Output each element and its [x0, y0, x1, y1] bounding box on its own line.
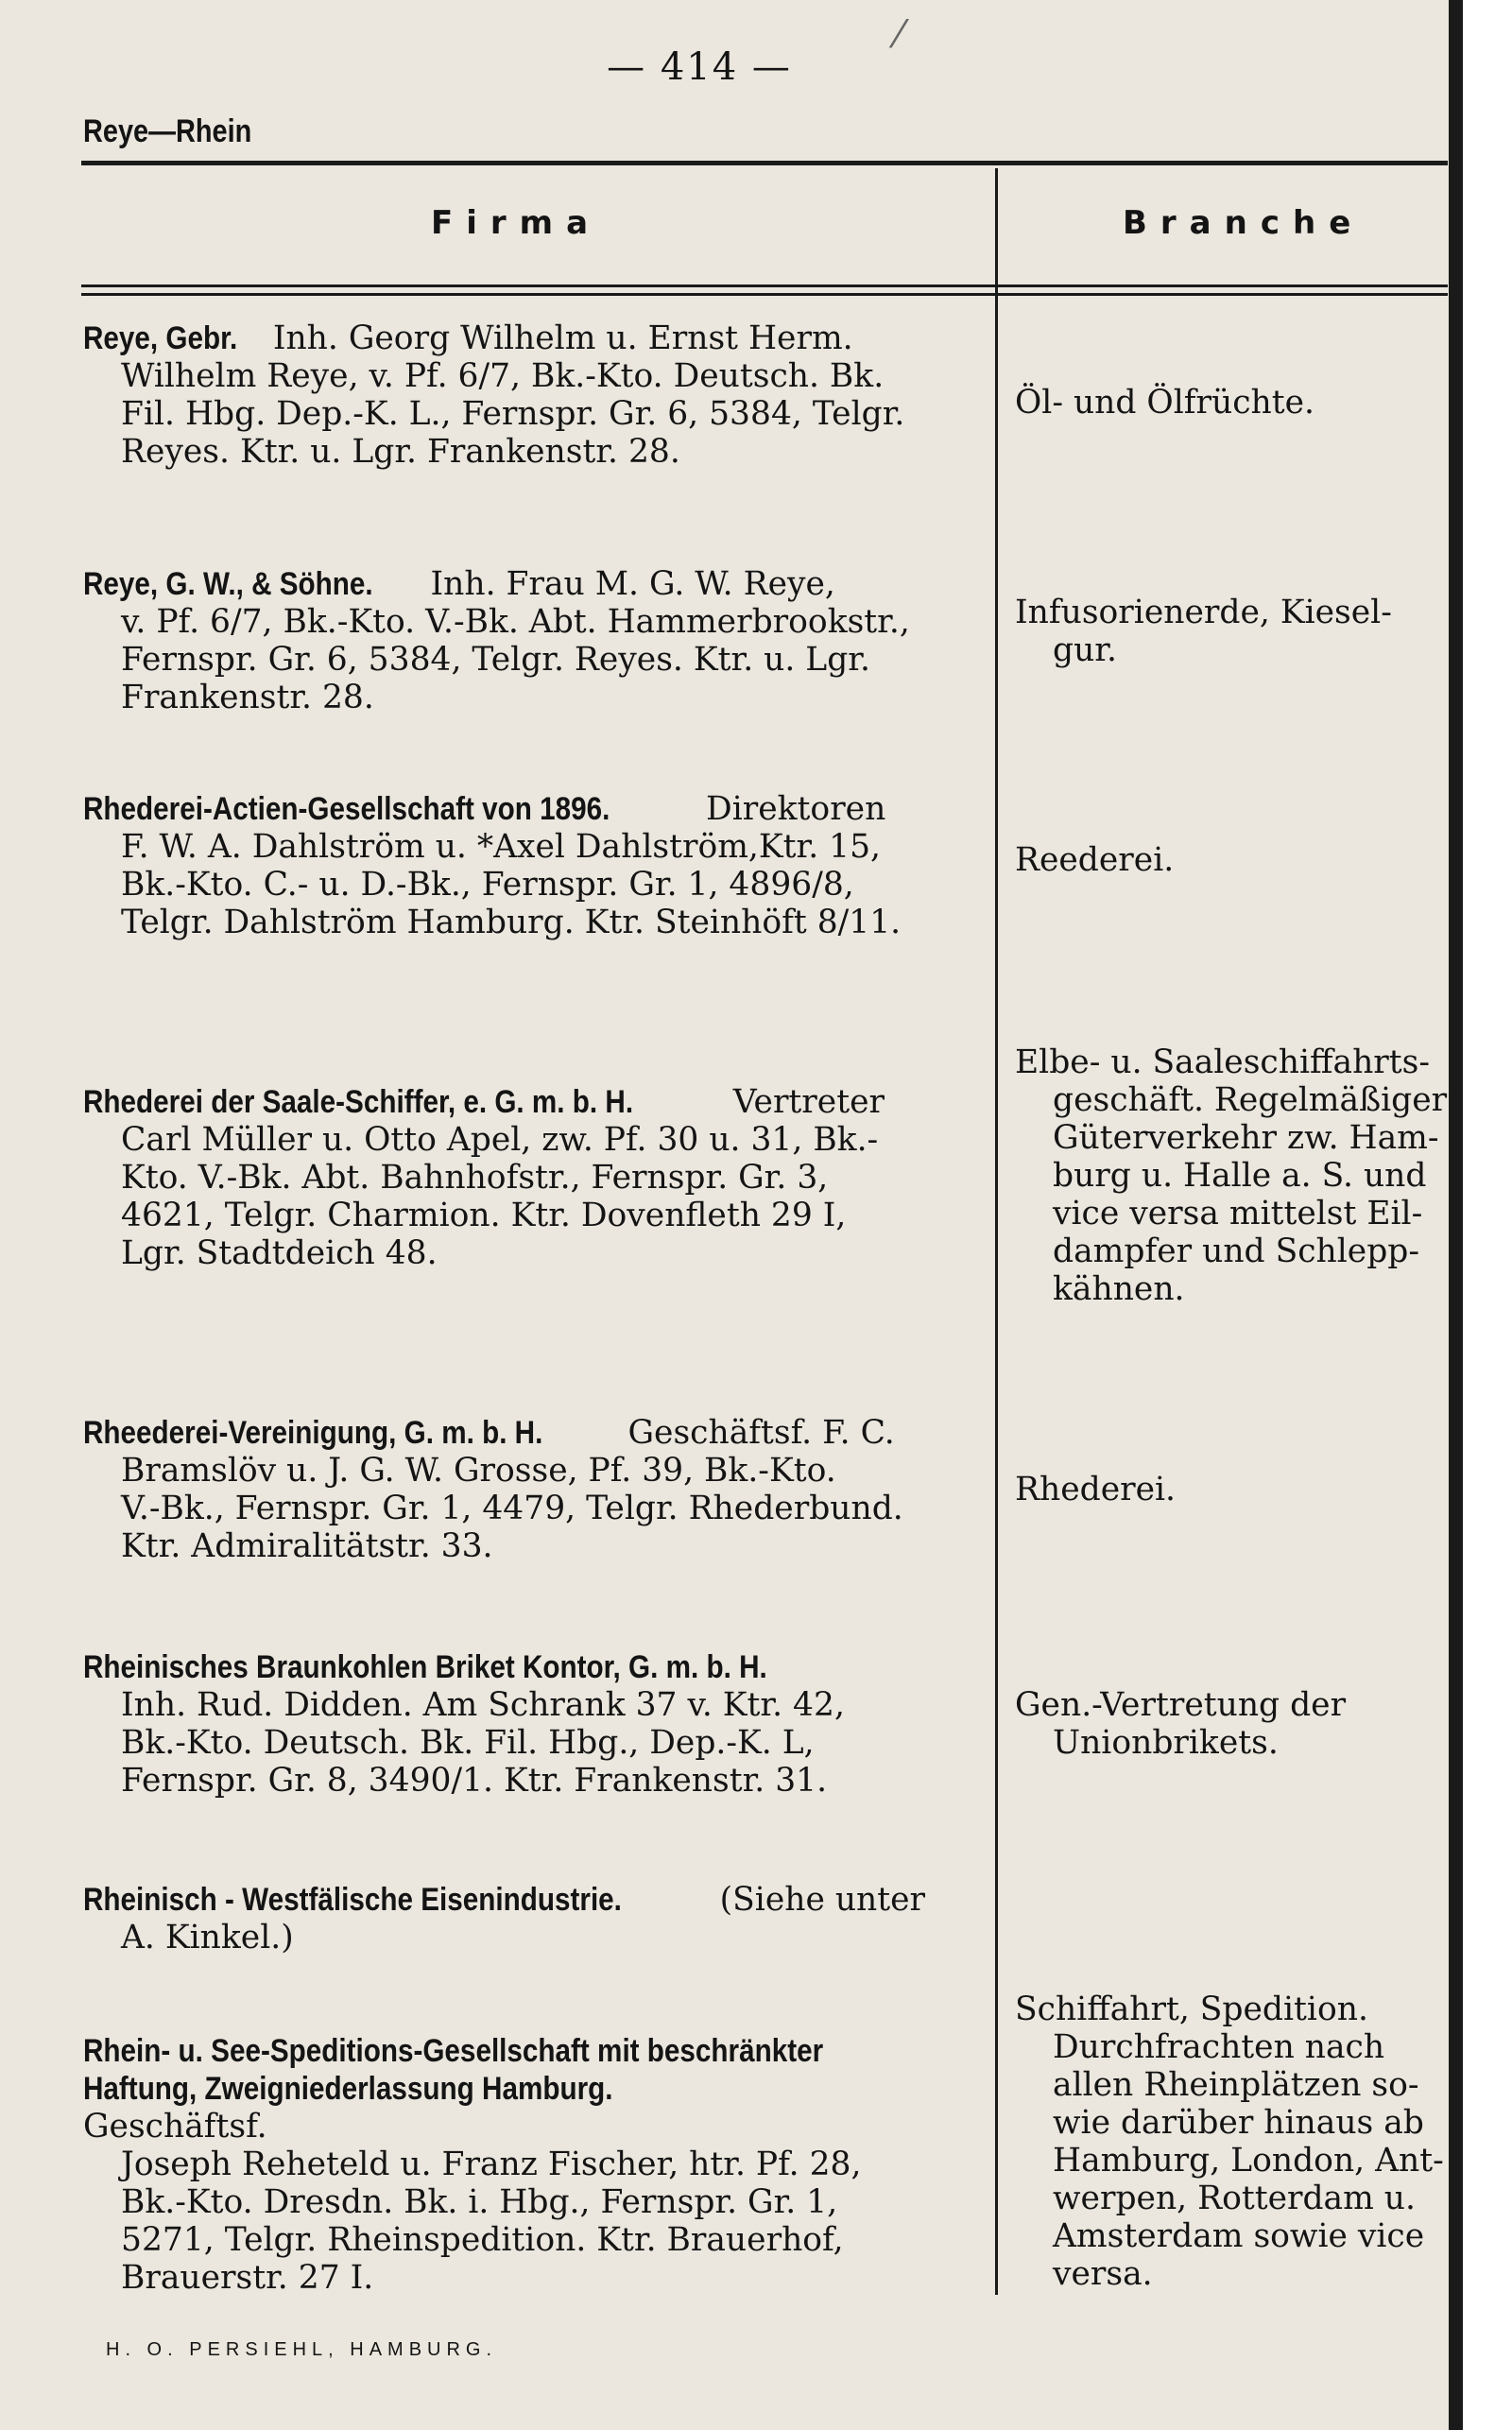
- header-rule: [81, 161, 1448, 165]
- firm-name: Rhein- u. See-Speditions-Gesellschaft mit beschränkter Haftung, Zweigniederlassung Hamburg.: [83, 2033, 824, 2107]
- entry-line: 5271, Telgr. Rheinspedition. Ktr. Brauerhof,: [121, 2221, 844, 2259]
- entry-firma: [83, 1083, 996, 1272]
- branche-line: Reederei.: [1015, 841, 1175, 879]
- entry-text: Geschäftsf. F. C.: [617, 1414, 895, 1452]
- entry-firma: [83, 1414, 996, 1565]
- entry-firma: [83, 790, 996, 941]
- branche-line: dampfer und Schlepp-: [1053, 1232, 1420, 1270]
- running-head: Reye—Rhein: [83, 113, 252, 149]
- entry-line: V.-Bk., Fernspr. Gr. 1, 4479, Telgr. Rhederbund.: [121, 1490, 903, 1527]
- firm-name: Rhederei-Actien-Gesellschaft von 1896.: [83, 791, 610, 827]
- branche-line: gur.: [1053, 631, 1117, 669]
- branche-line: Durchfrachten nach: [1053, 2028, 1385, 2066]
- entry-line: Wilhelm Reye, v. Pf. 6/7, Bk.-Kto. Deutsch. Bk.: [121, 357, 885, 395]
- entry-line: Joseph Reheteld u. Franz Fischer, htr. Pf. 28,: [121, 2146, 862, 2183]
- branche-line: Öl- und Ölfrüchte.: [1015, 384, 1315, 422]
- branche-line: kähnen.: [1053, 1270, 1185, 1308]
- branche-line: versa.: [1053, 2255, 1153, 2293]
- firm-name: Rheederei-Vereinigung, G. m. b. H.: [83, 1415, 543, 1451]
- entry-line: A. Kinkel.): [121, 1919, 294, 1956]
- entry-branche: [1015, 1043, 1461, 1308]
- entry-line: Kto. V.-Bk. Abt. Bahnhofstr., Fernspr. Gr. 3,: [121, 1159, 829, 1197]
- branche-line: Amsterdam sowie vice: [1053, 2217, 1425, 2255]
- printer-imprint: H. O. PERSIEHL, HAMBURG.: [106, 2339, 498, 2360]
- entry-text: Inh. Georg Wilhelm u. Ernst Herm.: [262, 319, 853, 357]
- entry-branche: [1015, 1471, 1461, 1508]
- entry-line: Fernspr. Gr. 8, 3490/1. Ktr. Frankenstr. 31.: [121, 1762, 828, 1800]
- firm-name: Rheinisches Braunkohlen Briket Kontor, G. m. b. H.: [83, 1649, 767, 1685]
- firm-name: Rheinisch - Westfälische Eisenindustrie.: [83, 1882, 622, 1918]
- branche-line: Gen.-Vertretung der: [1015, 1686, 1347, 1724]
- entry-line: Lgr. Stadtdeich 48.: [121, 1234, 438, 1272]
- entry-line: Bk.-Kto. Dresdn. Bk. i. Hbg., Fernspr. Gr. 1,: [121, 2183, 838, 2221]
- branche-line: Unionbrikets.: [1053, 1724, 1279, 1762]
- branche-line: Hamburg, London, Ant-: [1053, 2142, 1444, 2180]
- branche-line: wie darüber hinaus ab: [1053, 2104, 1424, 2142]
- entry-line: Bk.-Kto. C.- u. D.-Bk., Fernspr. Gr. 1, 4896/8,: [121, 866, 854, 904]
- page-margin: [1463, 0, 1512, 2430]
- entry-line: Brauerstr. 27 I.: [121, 2259, 374, 2297]
- pencil-mark-icon: ⁄: [896, 13, 902, 57]
- branche-line: Rhederei.: [1015, 1471, 1177, 1508]
- entry-branche: [1015, 384, 1461, 422]
- entry-text: Inh. Frau M. G. W. Reye,: [420, 565, 835, 603]
- firm-name: Reye, Gebr.: [83, 320, 238, 356]
- column-header-firma: Firma: [431, 204, 602, 242]
- entry-text: Vertreter: [722, 1083, 885, 1121]
- entry-firma: [83, 2032, 996, 2297]
- entry-text: (Siehe unter: [709, 1881, 926, 1919]
- entry-line: Ktr. Admiralitätstr. 33.: [121, 1527, 493, 1565]
- entry-line: Carl Müller u. Otto Apel, zw. Pf. 30 u. 31, Bk.-: [121, 1121, 879, 1159]
- entry-text: Geschäftsf.: [83, 2108, 267, 2146]
- branche-line: werpen, Rotterdam u.: [1053, 2180, 1416, 2217]
- entry-line: Bk.-Kto. Deutsch. Bk. Fil. Hbg., Dep.-K. L,: [121, 1724, 815, 1762]
- entry-line: Fernspr. Gr. 6, 5384, Telgr. Reyes. Ktr. u. Lgr.: [121, 641, 870, 679]
- entry-line: Inh. Rud. Didden. Am Schrank 37 v. Ktr. 42,: [121, 1686, 845, 1724]
- branche-line: vice versa mittelst Eil-: [1053, 1195, 1423, 1232]
- entry-firma: [83, 1881, 996, 1956]
- entry-branche: [1015, 1991, 1461, 2293]
- entry-line: Frankenstr. 28.: [121, 679, 374, 716]
- entry-branche: [1015, 841, 1461, 879]
- entry-line: F. W. A. Dahlström u. *Axel Dahlström,Ktr. 15,: [121, 828, 882, 866]
- branche-line: Infusorienerde, Kiesel-: [1015, 594, 1392, 631]
- branche-line: Schiffahrt, Spedition.: [1015, 1991, 1368, 2028]
- double-rule-bottom: [81, 293, 1448, 296]
- entry-branche: [1015, 1686, 1461, 1762]
- entry-line: Bramslöv u. J. G. W. Grosse, Pf. 39, Bk.-Kto.: [121, 1452, 836, 1490]
- branche-line: burg u. Halle a. S. und: [1053, 1157, 1427, 1195]
- entry-line: Telgr. Dahlström Hamburg. Ktr. Steinhöft 8/11.: [121, 904, 902, 941]
- branche-line: Elbe- u. Saaleschiffahrts-: [1015, 1043, 1431, 1081]
- branche-line: Güterverkehr zw. Ham-: [1053, 1119, 1439, 1157]
- entry-branche: [1015, 594, 1461, 669]
- entry-firma: [83, 319, 996, 471]
- entry-line: Reyes. Ktr. u. Lgr. Frankenstr. 28.: [121, 433, 680, 471]
- firm-name: Reye, G. W., & Söhne.: [83, 566, 373, 602]
- entry-line: 4621, Telgr. Charmion. Ktr. Dovenfleth 29 I,: [121, 1197, 847, 1234]
- entry-line: v. Pf. 6/7, Bk.-Kto. V.-Bk. Abt. Hammerbrookstr.,: [121, 603, 910, 641]
- entry-text: Direktoren: [696, 790, 886, 828]
- column-header-branche: Branche: [1123, 204, 1365, 242]
- firm-name: Rhederei der Saale-Schiffer, e. G. m. b. H.: [83, 1084, 634, 1120]
- page-number: — 414 —: [607, 45, 792, 89]
- entry-firma: [83, 565, 996, 716]
- entry-line: Fil. Hbg. Dep.-K. L., Fernspr. Gr. 6, 5384, Telgr.: [121, 395, 905, 433]
- double-rule-top: [81, 284, 1448, 287]
- entry-firma: [83, 1648, 996, 1800]
- branche-line: allen Rheinplätzen so-: [1053, 2066, 1419, 2104]
- branche-line: geschäft. Regelmäßiger: [1053, 1081, 1448, 1119]
